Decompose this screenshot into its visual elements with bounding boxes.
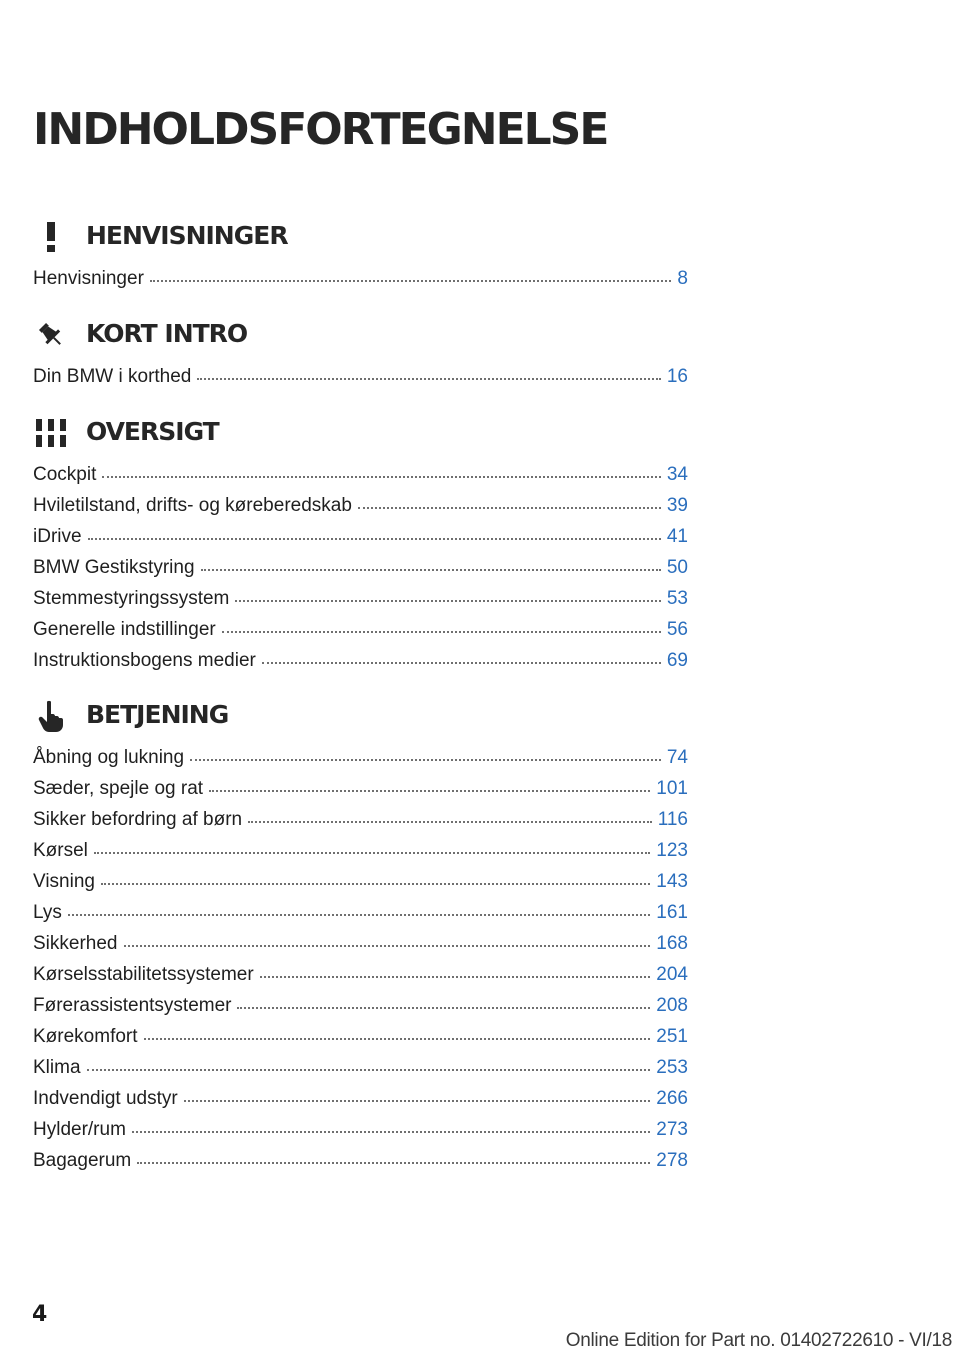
leader-dots	[190, 759, 661, 761]
toc-entry[interactable]	[33, 928, 688, 959]
toc-page-link[interactable]: 41	[666, 526, 688, 547]
toc-entry-title: Indvendigt udstyr	[33, 1088, 178, 1109]
section-betjening	[0, 692, 960, 1176]
leader-dots	[150, 280, 672, 282]
toc-entry-title: Åbning og lukning	[33, 747, 185, 768]
toc-page-link[interactable]: 161	[656, 902, 688, 923]
toc-entry-title: Hylder/rum	[33, 1119, 126, 1140]
toc-page-link[interactable]: 266	[656, 1088, 688, 1109]
toc-entry[interactable]	[33, 959, 688, 990]
leader-dots	[235, 600, 660, 602]
section-title: HENVISNINGER	[86, 221, 288, 250]
toc-entry-title: Klima	[33, 1057, 81, 1078]
toc-page-link[interactable]: 253	[656, 1057, 688, 1078]
toc-page-link[interactable]: 74	[666, 747, 688, 768]
toc-entry[interactable]	[33, 552, 688, 583]
section-header	[0, 311, 960, 361]
section-header	[0, 692, 960, 742]
toc-entry[interactable]	[33, 804, 688, 835]
leader-dots	[248, 821, 652, 823]
toc-entry-title: Instruktionsbogens medier	[33, 650, 256, 671]
toc-list	[0, 361, 960, 392]
toc-entry-title: Hviletilstand, drifts- og kørеberedskab	[33, 495, 352, 516]
toc-entry-title: BMW Gestikstyring	[33, 557, 195, 578]
toc-list	[0, 459, 960, 676]
toc-entry-title: Visning	[33, 871, 95, 892]
toc-page-link[interactable]: 168	[656, 933, 688, 954]
leader-dots	[237, 1007, 650, 1009]
toc-list	[0, 742, 960, 1176]
toc-entry-title: iDrive	[33, 526, 82, 547]
section-header	[0, 213, 960, 263]
toc-entry-title: Cockpit	[33, 464, 97, 485]
toc-entry[interactable]	[33, 361, 688, 392]
toc-page-link[interactable]: 208	[656, 995, 688, 1016]
pointing-hand-icon	[32, 698, 70, 734]
grid-icon	[32, 415, 70, 451]
leader-dots	[184, 1100, 651, 1102]
leader-dots	[88, 538, 661, 540]
toc-page-link[interactable]: 53	[666, 588, 688, 609]
toc-page-link[interactable]: 69	[666, 650, 688, 671]
toc-entry-title: Henvisninger	[33, 268, 144, 289]
toc-entry[interactable]	[33, 490, 688, 521]
toc-page-link[interactable]: 39	[666, 495, 688, 516]
toc-entry[interactable]	[33, 990, 688, 1021]
leader-dots	[260, 976, 651, 978]
leader-dots	[262, 662, 661, 664]
page-number: 4	[32, 1302, 48, 1327]
toc-page-link[interactable]: 8	[677, 268, 688, 289]
section-kort-intro	[0, 311, 960, 392]
leader-dots	[144, 1038, 651, 1040]
section-title: BETJENING	[86, 700, 229, 729]
toc-entry[interactable]	[33, 1021, 688, 1052]
toc-entry[interactable]	[33, 521, 688, 552]
toc-entry[interactable]	[33, 897, 688, 928]
footer-edition: Online Edition for Part no. 01402722610 - VI/18	[565, 1330, 952, 1351]
exclamation-icon	[32, 219, 70, 255]
toc-entry-title: Din BMW i korthed	[33, 366, 192, 387]
leader-dots	[124, 945, 651, 947]
toc-entry[interactable]	[33, 614, 688, 645]
toc-entry-title: Kørsel	[33, 840, 88, 861]
toc-entry-title: Sæder, spejle og rat	[33, 778, 204, 799]
section-title: KORT INTRO	[86, 319, 248, 348]
pushpin-icon	[32, 317, 70, 353]
toc-entry[interactable]	[33, 866, 688, 897]
toc-page-link[interactable]: 50	[666, 557, 688, 578]
leader-dots	[87, 1069, 651, 1071]
leader-dots	[94, 852, 650, 854]
toc-entry[interactable]	[33, 263, 688, 294]
page-title: INDHOLDSFORTEGNELSE	[33, 104, 608, 155]
toc-page-link[interactable]: 204	[656, 964, 688, 985]
toc-entry[interactable]	[33, 1114, 688, 1145]
toc-page-link[interactable]: 278	[656, 1150, 688, 1171]
toc-entry-title: Sikker befordring af børn	[33, 809, 243, 830]
toc-page-link[interactable]: 101	[656, 778, 688, 799]
toc-entry-title: Bagagerum	[33, 1150, 132, 1171]
toc-entry-title: Sikkerhed	[33, 933, 118, 954]
toc-entry-title: Kørselsstabilitetssystemer	[33, 964, 254, 985]
toc-page-link[interactable]: 123	[656, 840, 688, 861]
section-oversigt	[0, 409, 960, 676]
leader-dots	[132, 1131, 650, 1133]
toc-page-link[interactable]: 143	[656, 871, 688, 892]
toc-page-link[interactable]: 251	[656, 1026, 688, 1047]
toc-entry[interactable]	[33, 835, 688, 866]
leader-dots	[358, 507, 661, 509]
leader-dots	[209, 790, 650, 792]
section-header	[0, 409, 960, 459]
toc-page-link[interactable]: 273	[656, 1119, 688, 1140]
leader-dots	[101, 883, 650, 885]
toc-entry-title: Kørekomfort	[33, 1026, 138, 1047]
toc-entry-title: Lys	[33, 902, 62, 923]
toc-page-link[interactable]: 56	[666, 619, 688, 640]
leader-dots	[68, 914, 650, 916]
toc-page-link[interactable]: 116	[657, 809, 688, 830]
toc-entry[interactable]	[33, 645, 688, 676]
toc-entry[interactable]	[33, 742, 688, 773]
toc-entry[interactable]	[33, 459, 688, 490]
toc-entry[interactable]	[33, 1083, 688, 1114]
toc-page-link[interactable]: 16	[666, 366, 688, 387]
section-henvisninger	[0, 213, 960, 294]
toc-list	[0, 263, 960, 294]
leader-dots	[222, 631, 661, 633]
leader-dots	[201, 569, 661, 571]
toc-page-link[interactable]: 34	[666, 464, 688, 485]
toc-entry[interactable]	[33, 1145, 688, 1176]
toc-entry[interactable]	[33, 583, 688, 614]
section-title: OVERSIGT	[86, 417, 219, 446]
toc-entry[interactable]	[33, 1052, 688, 1083]
leader-dots	[137, 1162, 650, 1164]
leader-dots	[102, 476, 661, 478]
toc-entry[interactable]	[33, 773, 688, 804]
toc-entry-title: Stemmestyringssystem	[33, 588, 230, 609]
toc-entry-title: Førerassistentsystemer	[33, 995, 232, 1016]
leader-dots	[197, 378, 660, 380]
toc-entry-title: Generelle indstillinger	[33, 619, 216, 640]
